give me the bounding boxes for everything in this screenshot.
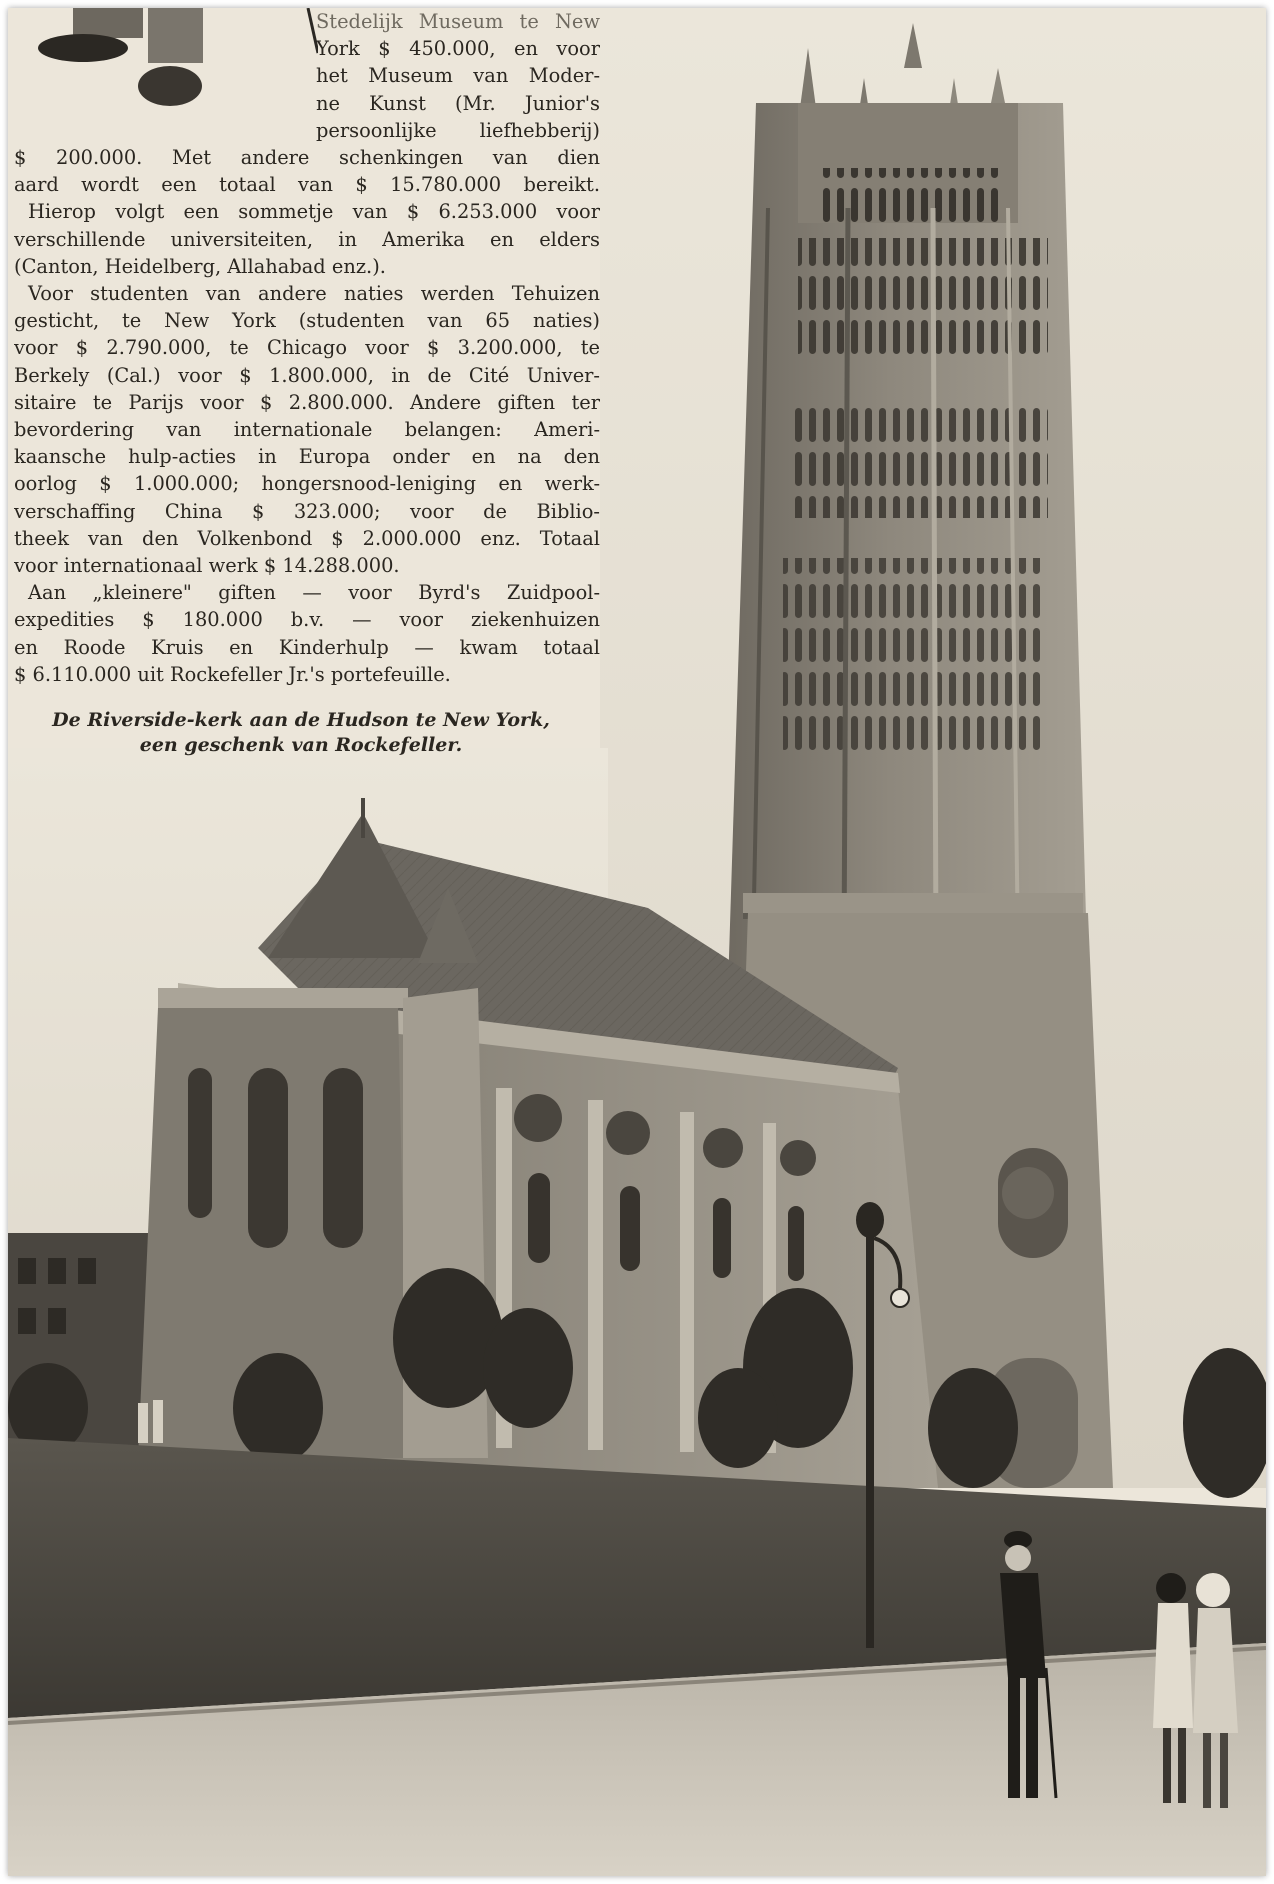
article-line: voor $ 2.790.000, te Chicago voor $ 3.200.000, te <box>14 336 600 360</box>
article-line: York $ 450.000, en voor <box>316 37 600 61</box>
article-line: Stedelijk Museum te New <box>316 10 600 33</box>
article-line: expedities $ 180.000 b.v. — voor ziekenhuizen <box>14 608 600 632</box>
article-line: theek van den Volkenbond $ 2.000.000 enz. Totaal <box>14 526 600 550</box>
article-line: (Canton, Heidelberg, Allahabad enz.). <box>14 254 386 278</box>
article-line: oorlog $ 1.000.000; hongersnood-leniging en werk- <box>14 472 600 496</box>
article-line: Hierop volgt een sommetje van $ 6.253.000 voor <box>28 200 600 224</box>
article-line: het Museum van Moder- <box>316 64 600 88</box>
article-line: $ 200.000. Met andere schenkingen van dien <box>14 146 600 170</box>
caption-line-2: een geschenk van Rockefeller. <box>139 734 463 756</box>
article-line: persoonlijke liefhebberij) <box>316 118 600 142</box>
article-line: sitaire te Parijs voor $ 2.800.000. Andere giften ter <box>14 390 600 414</box>
article-text <box>14 8 600 688</box>
article-line: aard wordt een totaal van $ 15.780.000 bereikt. <box>14 173 600 197</box>
caption-line-1: De Riverside-kerk aan de Hudson te New York, <box>52 709 550 731</box>
article-line: gesticht, te New York (studenten van 65 naties) <box>14 309 600 333</box>
article-line: verschillende universiteiten, in Amerika en elders <box>14 227 600 251</box>
article-line: Aan „kleinere" giften — voor Byrd's Zuidpool- <box>28 581 600 605</box>
article-line: voor internationaal werk $ 14.288.000. <box>14 554 400 578</box>
article-line: en Roode Kruis en Kinderhulp — kwam totaal <box>14 635 600 659</box>
article-line: ne Kunst (Mr. Junior's <box>316 91 600 115</box>
article-line: verschaffing China $ 323.000; voor de Biblio- <box>14 499 600 523</box>
article-line: bevordering van internationale belangen: Ameri- <box>14 418 600 442</box>
article-line: Berkely (Cal.) voor $ 1.800.000, in de Cité Univer- <box>14 363 600 387</box>
article-line: $ 6.110.000 uit Rockefeller Jr.'s portefeuille. <box>14 662 451 686</box>
magazine-page <box>8 8 1266 1876</box>
article-line: kaansche hulp-acties in Europa onder en na den <box>14 445 600 469</box>
photo-caption <box>8 708 594 758</box>
article-line: Voor studenten van andere naties werden Tehuizen <box>28 282 600 306</box>
